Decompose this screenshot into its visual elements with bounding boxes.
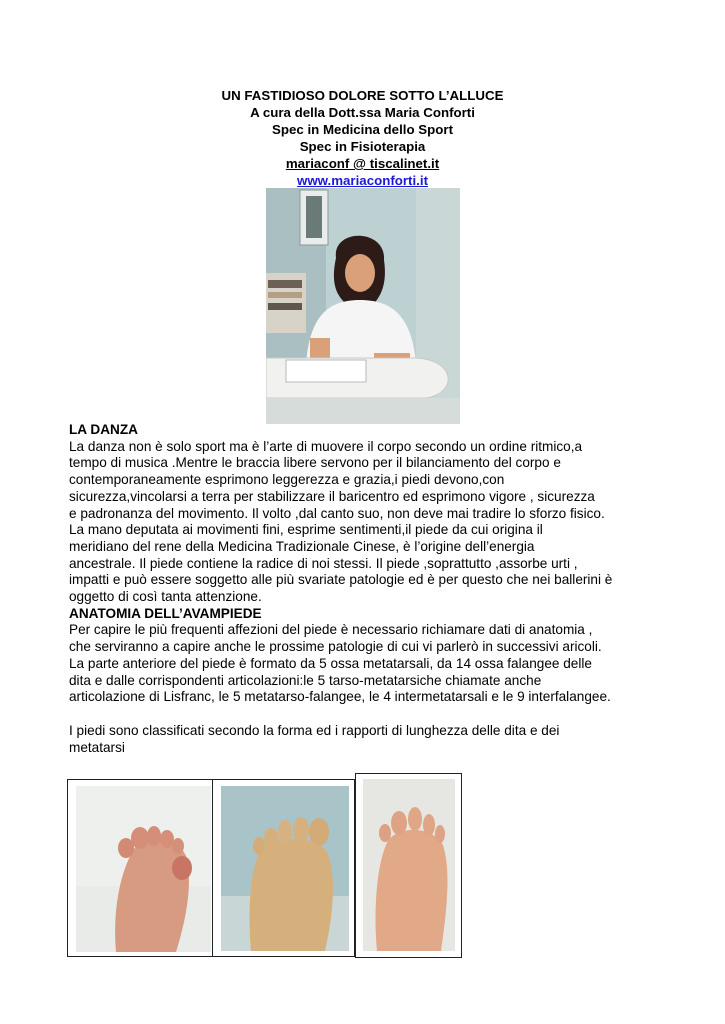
- foot-photo-egyptian: [221, 786, 349, 951]
- document-header: [0, 87, 725, 189]
- website-link[interactable]: www.mariaconforti.it: [296, 173, 428, 188]
- author-line: A cura della Dott.ssa Maria Conforti: [250, 105, 475, 120]
- paragraph-line: metatarsi: [69, 739, 125, 755]
- foot-photo-hallux-valgus: [76, 786, 211, 952]
- section-heading-anatomia: ANATOMIA DELL’AVAMPIEDE: [69, 605, 262, 621]
- paragraph-line: contemporaneamente esprimono leggerezza e grazia,i piedi devono,con: [69, 472, 505, 488]
- email-address[interactable]: mariaconf @ tiscalinet.it: [285, 156, 440, 171]
- paragraph-line: I piedi sono classificati secondo la forma ed i rapporti di lunghezza delle dita e dei: [69, 722, 560, 738]
- paragraph-line: ancestrale. Il piede contiene la radice di noi stessi. Il piede ,soprattutto ,assorbe urti ,: [69, 555, 578, 571]
- paragraph-line: meridiano del rene della Medicina Tradizionale Cinese, è l’origine dell’energia: [69, 538, 535, 554]
- paragraph-line: La mano deputata ai movimenti fini, esprime sentimenti,il piede da cui origina il: [69, 522, 543, 538]
- paragraph-line: dita e dalle corrispondenti articolazioni:le 5 tarso-metatarsiche chiamate anche: [69, 672, 542, 688]
- foot-photo-frame-left: [67, 779, 222, 957]
- paragraph-line: oggetto di così tanta attenzione.: [69, 589, 262, 605]
- article-body: [69, 422, 669, 756]
- paragraph-line: e padronanza del movimento. Il volto ,dal canto suo, non deve mai tradire lo sforzo fisico.: [69, 505, 605, 521]
- foot-photo-frame-right: [355, 773, 462, 958]
- paragraph-line: articolazione di Lisfranc, le 5 metatarso-falangee, le 4 intermetatarsali e le 9 interfalangee.: [69, 689, 611, 705]
- paragraph-line: tempo di musica .Mentre le braccia libere servono per il bilanciamento del corpo e: [69, 455, 561, 471]
- paragraph-spacer: [69, 706, 669, 723]
- specialization-sport: Spec in Medicina dello Sport: [271, 122, 453, 137]
- document-title: UN FASTIDIOSO DOLORE SOTTO L’ALLUCE: [221, 88, 504, 103]
- specialization-physio: Spec in Fisioterapia: [299, 139, 426, 154]
- paragraph-line: sicurezza,vincolarsi a terra per stabilizzare il baricentro ed esprimono vigore , sicurezza: [69, 488, 595, 504]
- doctor-portrait-photo: [266, 188, 460, 424]
- paragraph-line: La parte anteriore del piede è formato da 5 ossa metatarsali, da 14 ossa falangee delle: [69, 655, 592, 671]
- paragraph-line: che serviranno a capire anche le prossime patologie di cui vi parlerò in successivi aricoli.: [69, 639, 602, 655]
- foot-photo-greek: [363, 779, 455, 951]
- paragraph-line: impatti e può essere soggetto alle più svariate patologie ed è per questo che nei ballerini è: [69, 572, 613, 588]
- paragraph-line: Per capire le più frequenti affezioni del piede è necessario richiamare dati di anatomia ,: [69, 622, 593, 638]
- section-heading-la-danza: LA DANZA: [69, 422, 138, 437]
- paragraph-line: La danza non è solo sport ma è l’arte di muovere il corpo secondo un ordine ritmico,a: [69, 438, 583, 454]
- foot-photo-frame-middle: [212, 779, 355, 957]
